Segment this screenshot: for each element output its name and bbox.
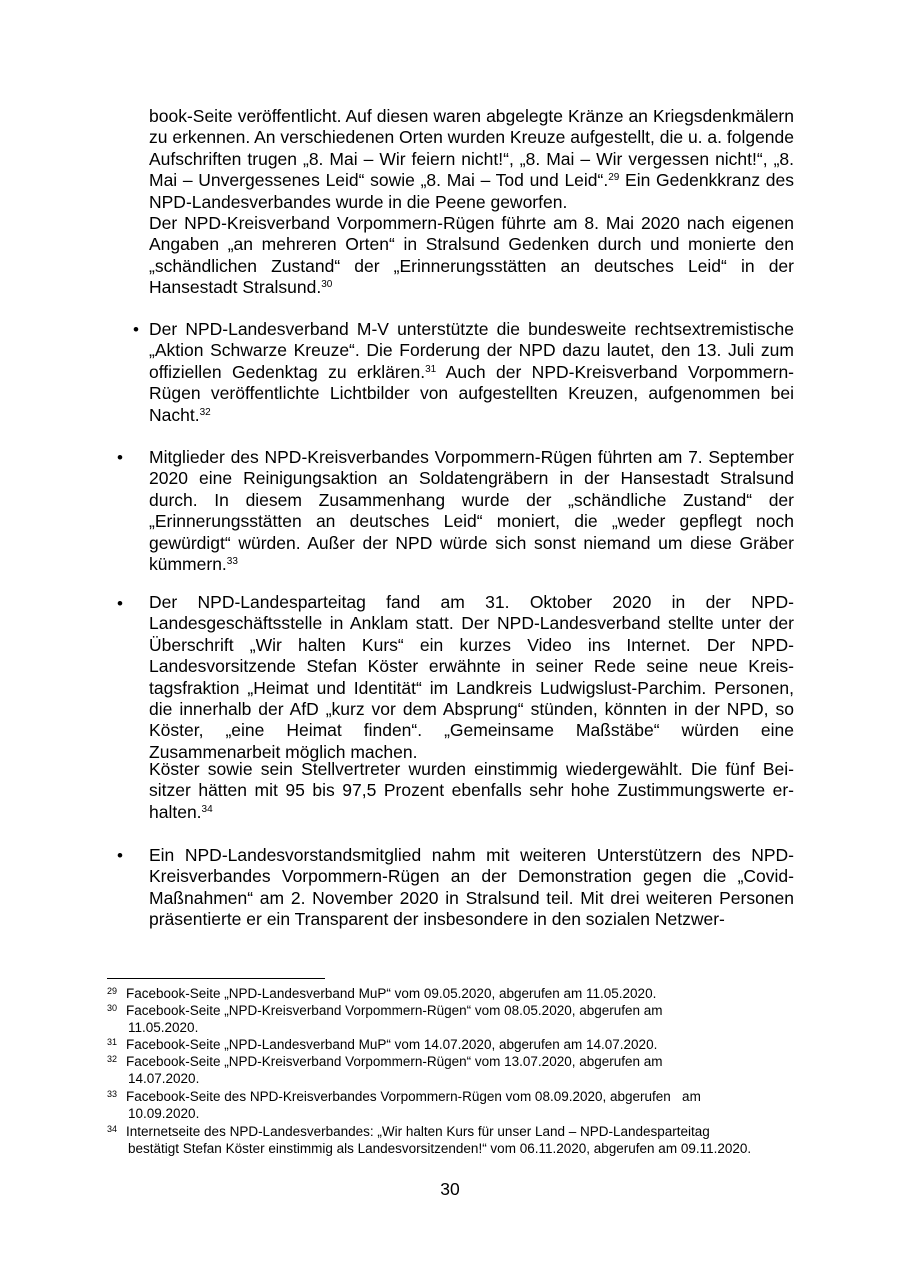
footnote-ref[interactable]: 29 bbox=[608, 172, 620, 184]
paragraph-text: Ein Gedenkkranz des NPD-Landesverbandes wurde in die Peene geworfen. bbox=[149, 170, 794, 212]
paragraph-text: Ein NPD-Landesvorstandsmitglied nahm mit weiteren Unterstützern des NPD-Kreisverbandes Vorpommern-Rügen an der Demonstration gegen die „Covid-Maßnahmen“ am 2. November 2020 in Stralsund teil. Mit drei weiteren Personen präsentierte er ein Transparent der insbesondere in den sozialen Netzwer- bbox=[149, 845, 794, 930]
bullet-icon: • bbox=[117, 594, 123, 613]
paragraph-text: Der NPD-Landesverband M-V unterstützte die bundesweite rechtsextremistische „Aktion Schwarze Kreuze“. Die Forderung der NPD dazu lautet, den 13. Juli zum offiziellen Gedenktag zu erklären. bbox=[149, 319, 794, 382]
footnote-33: 33 Facebook-Seite des NPD-Kreisverbandes Vorpommern-Rügen vom 08.09.2020, abgerufen am 10.09.2020. bbox=[107, 1089, 787, 1122]
footnote-34: 34 Internetseite des NPD-Landesverbandes: „Wir halten Kurs für unser Land – NPD-Landesparteitag bestätigt Stefan Köster einstimmig als Landesvorsitzenden!“ vom 06.11.2020, abgerufen am 09.11.2020. bbox=[107, 1124, 787, 1157]
footnote-ref[interactable]: 33 bbox=[226, 556, 238, 568]
paragraph-text: Auch der NPD-Kreisverband Vorpommern-Rügen veröffentlichte Lichtbilder von aufgestellten Kreuzen, aufgenommen bei Nacht. bbox=[149, 361, 795, 425]
footnote-32: 32 Facebook-Seite „NPD-Kreisverband Vorpommern-Rügen“ vom 13.07.2020, abgerufen am 14.07.2020. bbox=[107, 1054, 787, 1087]
bullet-icon: • bbox=[117, 846, 123, 865]
paragraph-text: Köster sowie sein Stellvertreter wurden einstimmig wiedergewählt. Die fünf Beisitzer hätten mit 95 bis 97,5 Prozent ebenfalls sehr hohe Zustimmungswerte erhalten. bbox=[149, 759, 794, 822]
paragraph-kreisverband-gedenken bbox=[149, 213, 794, 299]
list-item-aktion-schwarze-kreuze bbox=[149, 319, 794, 426]
bullet-icon: • bbox=[133, 320, 139, 339]
footnote-30: 30 Facebook-Seite „NPD-Kreisverband Vorpommern-Rügen“ vom 08.05.2020, abgerufen am 11.05.2020. bbox=[107, 1003, 787, 1036]
paragraph-text: Der NPD-Landesparteitag fand am 31. Oktober 2020 in der NPD-Landesgeschäftsstelle in Anklam statt. Der NPD-Landesverband stellte unter der Überschrift „Wir halten Kurs“ ein kurzes Video ins Internet. Der NPD-Landesvorsitzende Stefan Köster erwähnte in seiner Rede seine neue Kreistagsfraktion „Heimat und Identität“ im Landkreis Ludwigslust-Parchim. Personen, die innerhalb der AfD „kurz vor dem Absprung“ stünden, könnten in der NPD, so Köster, „eine Heimat finden“. „Gemeinsame Maßstäbe“ würden eine Zusammenarbeit möglich machen. bbox=[149, 592, 794, 762]
list-item-landesparteitag bbox=[149, 592, 794, 763]
footnote-text-continued: bestätigt Stefan Köster einstimmig als Landesvorsitzenden!“ vom 06.11.2020, abgerufen am 09.11.2020. bbox=[128, 1140, 752, 1156]
footnote-ref[interactable]: 31 bbox=[425, 363, 437, 375]
footnote-text-continued: 14.07.2020. bbox=[128, 1070, 200, 1086]
footnote-29: 29 Facebook-Seite „NPD-Landesverband MuP“ vom 09.05.2020, abgerufen am 11.05.2020. bbox=[107, 986, 657, 1001]
list-item-reinigungsaktion bbox=[149, 447, 794, 575]
paragraph-wiederwahl bbox=[149, 759, 794, 823]
page-number: 30 bbox=[440, 1179, 460, 1199]
footnote-text: Facebook-Seite des NPD-Kreisverbandes Vorpommern-Rügen vom 08.09.2020, abgerufen am bbox=[126, 1089, 701, 1104]
bullet-icon: • bbox=[117, 448, 123, 467]
paragraph-continuation bbox=[149, 106, 794, 213]
footnote-text: Facebook-Seite „NPD-Landesverband MuP“ vom 14.07.2020, abgerufen am 14.07.2020. bbox=[126, 1037, 658, 1052]
list-item-demonstration bbox=[149, 845, 794, 931]
footnote-text: Facebook-Seite „NPD-Kreisverband Vorpommern-Rügen“ vom 13.07.2020, abgerufen am bbox=[126, 1054, 663, 1069]
footnote-text-continued: 10.09.2020. bbox=[128, 1105, 200, 1121]
footnote-divider bbox=[107, 978, 325, 979]
footnote-text: Facebook-Seite „NPD-Landesverband MuP“ vom 09.05.2020, abgerufen am 11.05.2020. bbox=[126, 986, 657, 1001]
footnote-ref[interactable]: 30 bbox=[321, 279, 333, 291]
paragraph-text: book-Seite veröffentlicht. Auf diesen waren abgelegte Kränze an Kriegsdenkmälern zu erkennen. An verschiedenen Orten wurden Kreuze aufgestellt, die u. a. folgende Aufschriften trugen „8. Mai – Wir feiern nicht!“, „8. Mai – Wir vergessen nicht!“, „8. Mai – Unvergessenes Leid“ sowie „8. Mai – Tod und Leid“. bbox=[149, 106, 795, 191]
footnote-text: Internetseite des NPD-Landesverbandes: „Wir halten Kurs für unser Land – NPD-Landesparteitag bbox=[126, 1124, 710, 1139]
paragraph-text: Mitglieder des NPD-Kreisverbandes Vorpommern-Rügen führten am 7. September 2020 eine Reinigungsaktion an Soldatengräbern in der Hansestadt Stralsund durch. In diesem Zusammenhang wurde der „schändliche Zustand“ der „Erinnerungsstätten an deutsches Leid“ moniert, die „weder gepflegt noch gewürdigt“ würden. Außer der NPD würde sich sonst niemand um diese Gräber kümmern. bbox=[149, 447, 794, 575]
footnote-ref[interactable]: 32 bbox=[199, 406, 211, 418]
footnote-31: 31 Facebook-Seite „NPD-Landesverband MuP“ vom 14.07.2020, abgerufen am 14.07.2020. bbox=[107, 1037, 658, 1052]
footnote-text: Facebook-Seite „NPD-Kreisverband Vorpommern-Rügen“ vom 08.05.2020, abgerufen am bbox=[126, 1003, 663, 1018]
footnote-ref[interactable]: 34 bbox=[201, 803, 213, 815]
paragraph-text: Der NPD-Kreisverband Vorpommern-Rügen führte am 8. Mai 2020 nach eigenen Angaben „an mehreren Orten“ in Stralsund Gedenken durch und monierte den „schändlichen Zustand“ der „Erinnerungsstätten an deutsches Leid“ in der Hansestadt Stralsund. bbox=[149, 213, 794, 298]
footnote-text-continued: 11.05.2020. bbox=[128, 1019, 199, 1035]
